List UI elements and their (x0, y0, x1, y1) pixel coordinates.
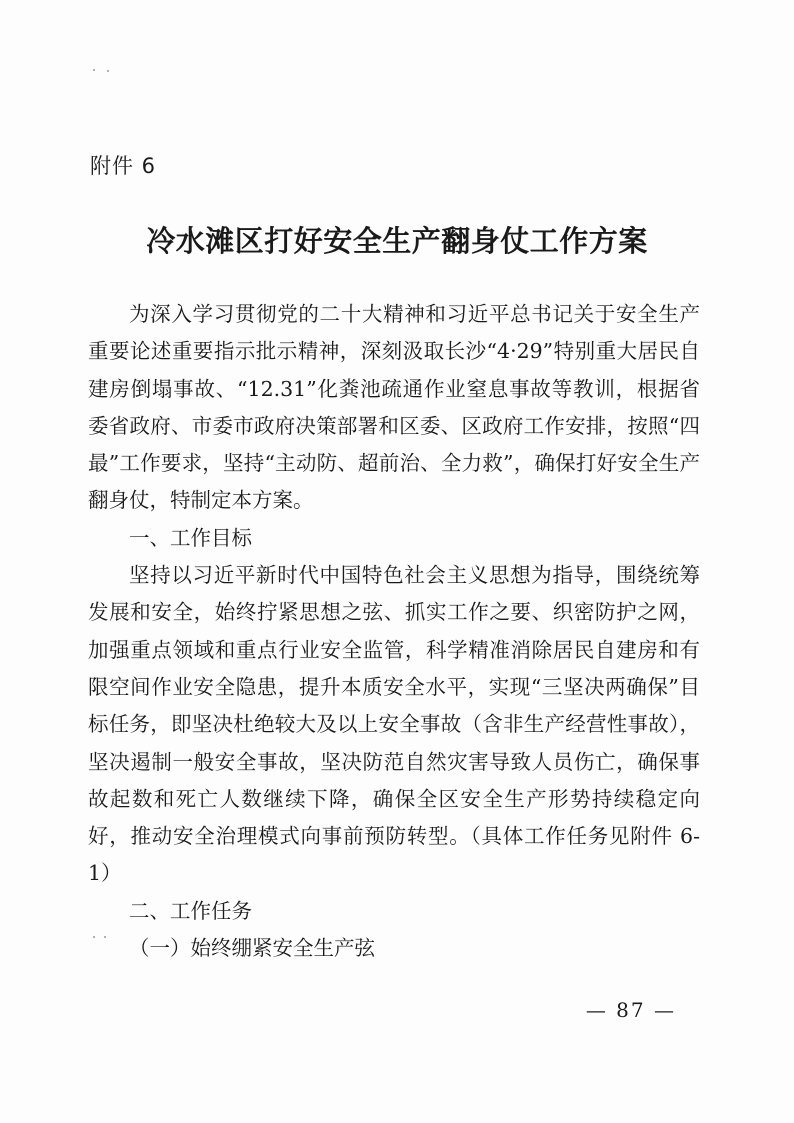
subsection-heading-1: （一）始终绷紧安全生产弦 (129, 936, 375, 961)
goals-paragraph: 坚持以习近平新时代中国特色社会主义思想为指导，围绕统筹发展和安全，始终拧紧思想之弦、抓实工作之要、织密防护之网，加强重点领域和重点行业安全监管，科学精准消除居民自建房和有限空间作业安全隐患，提升本质安全水平，实现“三坚决两确保”目标任务，即坚决杜绝较大及以上安全事故（含非生产经营性事故），坚决遏制一般安全事故，坚决防范自然灾害导致人员伤亡，确保事故起数和死亡人数继续下降，确保全区安全生产形势持续稳定向好，推动安全治理模式向事前预防转型。（具体工作任务见附件 6-1） (88, 563, 700, 886)
scan-speck (93, 69, 95, 71)
scan-speck (107, 70, 109, 72)
page-number: — 87 — (585, 998, 676, 1022)
document-body (88, 296, 700, 967)
document-title: 冷水滩区打好安全生产翻身仗工作方案 (146, 224, 648, 258)
attachment-label: 附件 6 (90, 154, 157, 178)
intro-paragraph: 为深入学习贯彻党的二十大精神和习近平总书记关于安全生产重要论述重要指示批示精神，深刻汲取长沙“4·29”特别重大居民自建房倒塌事故、“12.31”化粪池疏通作业窒息事故等教训，根据省委省政府、市委市政府决策部署和区委、区政府工作安排，按照“四最”工作要求，坚持“主动防、超前治、全力救”，确保打好安全生产翻身仗，特制定本方案。 (88, 302, 700, 513)
section-heading-tasks: 二、工作任务 (129, 898, 252, 923)
section-heading-goals: 一、工作目标 (129, 525, 252, 550)
